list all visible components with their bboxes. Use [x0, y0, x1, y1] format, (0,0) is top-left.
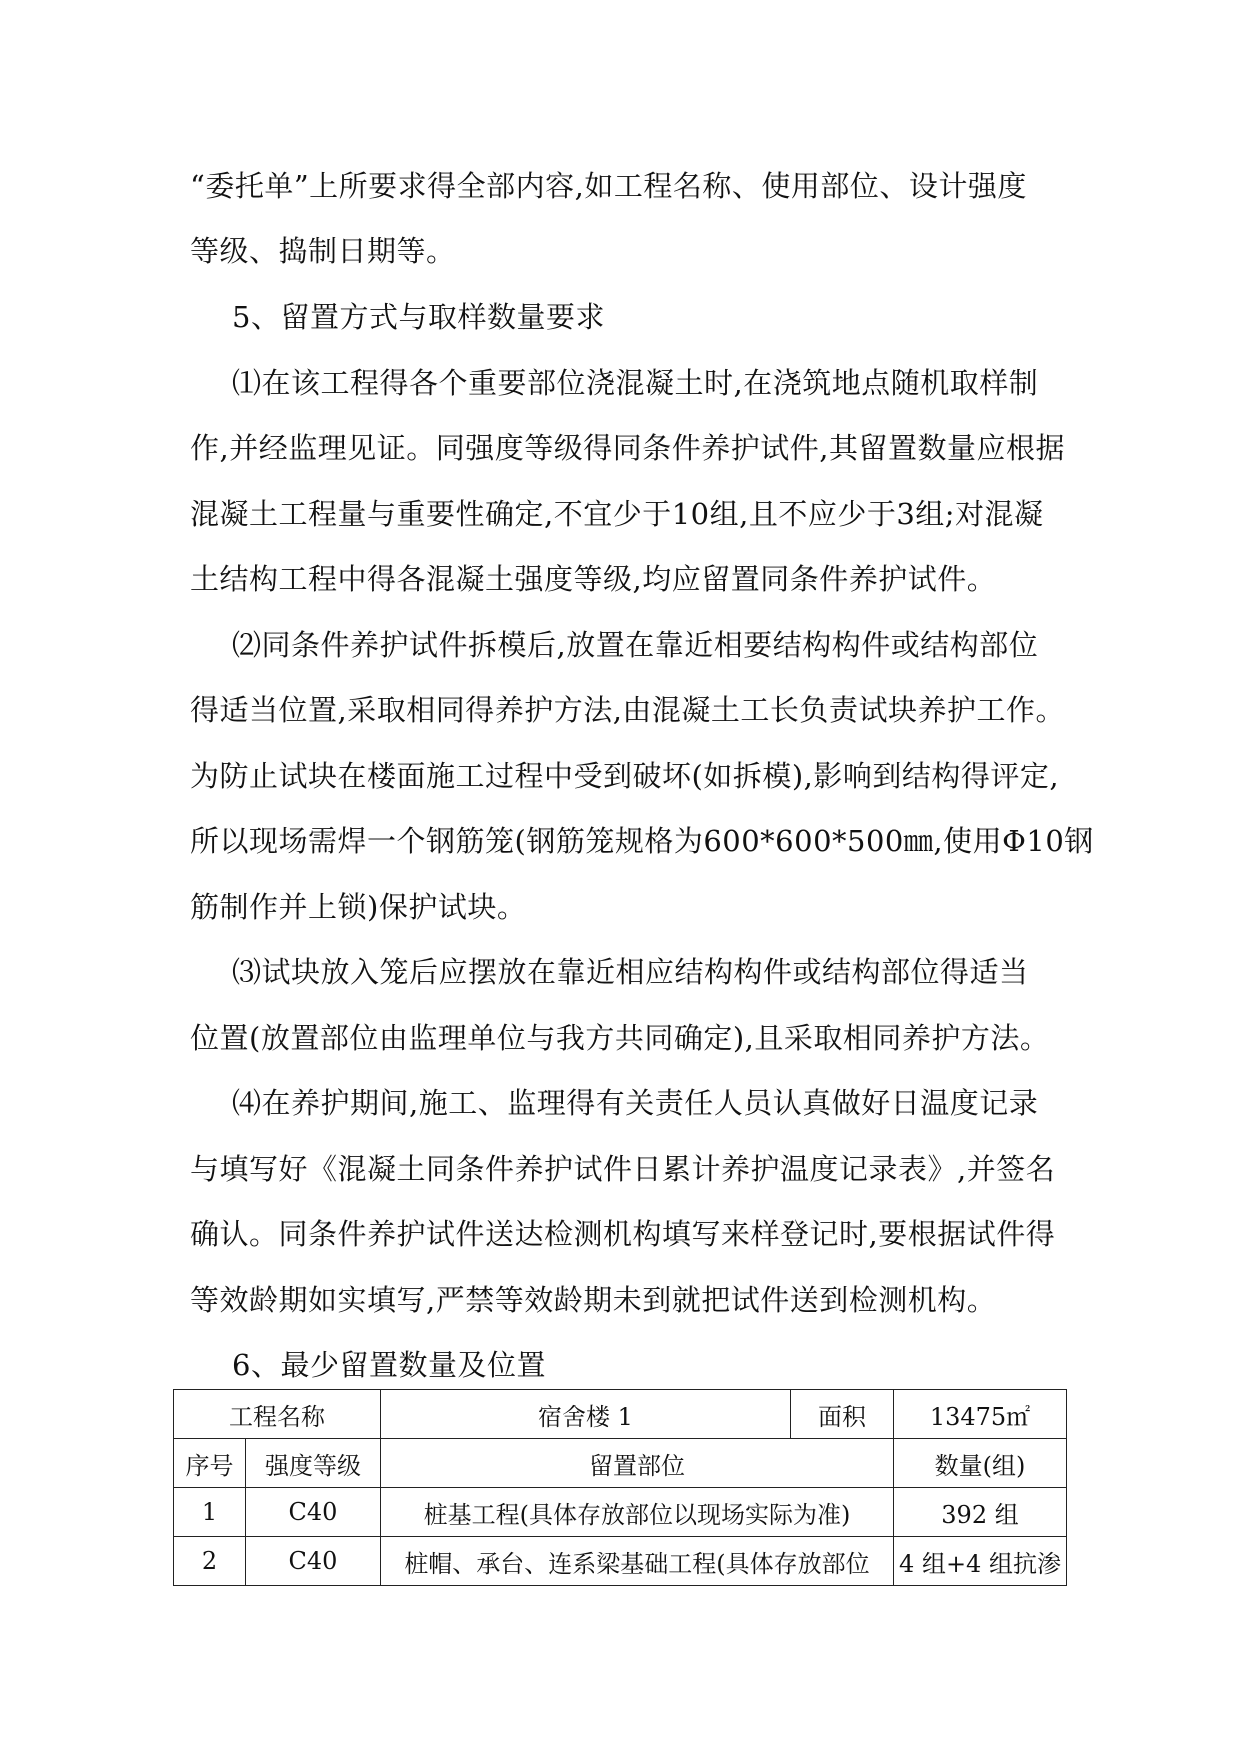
table-row — [174, 1488, 1067, 1537]
section-heading-5: 5、留置方式与取样数量要求 — [232, 300, 605, 334]
header-location: 留置部位 — [381, 1439, 894, 1488]
cell-no: 2 — [174, 1537, 246, 1586]
paragraph-line: 作,并经监理见证。同强度等级得同条件养护试件,其留置数量应根据 — [190, 431, 1065, 465]
paragraph-line: ⑷在养护期间,施工、监理得有关责任人员认真做好日温度记录 — [232, 1086, 1039, 1120]
cell-no: 1 — [174, 1488, 246, 1537]
cell-qty: 392 组 — [894, 1488, 1067, 1537]
table-row — [174, 1537, 1067, 1586]
paragraph-line: 所以现场需焊一个钢筋笼(钢筋笼规格为600*600*500㎜,使用Φ10钢 — [190, 824, 1094, 858]
paragraph-line: ⑶试块放入笼后应摆放在靠近相应结构构件或结构部位得适当 — [232, 955, 1029, 989]
header-qty: 数量(组) — [894, 1439, 1067, 1488]
area-label: 面积 — [791, 1390, 894, 1439]
cell-location: 桩基工程(具体存放部位以现场实际为准) — [381, 1488, 894, 1537]
paragraph-line: 混凝土工程量与重要性确定,不宜少于10组,且不应少于3组;对混凝 — [190, 497, 1044, 531]
cell-qty: 4 组+4 组抗渗 — [894, 1537, 1067, 1586]
paragraph-line: 等级、捣制日期等。 — [190, 234, 456, 268]
paragraph-line: 得适当位置,采取相同得养护方法,由混凝土工长负责试块养护工作。 — [190, 693, 1065, 727]
paragraph-line: ⑴在该工程得各个重要部位浇混凝土时,在浇筑地点随机取样制 — [232, 366, 1039, 400]
project-name-value: 宿舍楼 1 — [381, 1390, 791, 1439]
table-row — [174, 1390, 1067, 1439]
paragraph-line: “委托单”上所要求得全部内容,如工程名称、使用部位、设计强度 — [190, 169, 1027, 203]
table-header-row — [174, 1439, 1067, 1488]
area-value: 13475㎡ — [894, 1390, 1067, 1439]
header-no: 序号 — [174, 1439, 246, 1488]
cell-grade: C40 — [246, 1537, 381, 1586]
cell-grade: C40 — [246, 1488, 381, 1537]
section-heading-6: 6、最少留置数量及位置 — [232, 1348, 546, 1382]
paragraph-line: 筋制作并上锁)保护试块。 — [190, 890, 527, 924]
paragraph-line: 确认。同条件养护试件送达检测机构填写来样登记时,要根据试件得 — [190, 1217, 1056, 1251]
paragraph-line: 为防止试块在楼面施工过程中受到破坏(如拆模),影响到结构得评定, — [190, 759, 1060, 793]
paragraph-line: 位置(放置部位由监理单位与我方共同确定),且采取相同养护方法。 — [190, 1021, 1050, 1055]
project-name-label: 工程名称 — [174, 1390, 381, 1439]
retention-table — [173, 1389, 1067, 1586]
paragraph-line: 土结构工程中得各混凝土强度等级,均应留置同条件养护试件。 — [190, 562, 997, 596]
header-grade: 强度等级 — [246, 1439, 381, 1488]
paragraph-line: 与填写好《混凝土同条件养护试件日累计养护温度记录表》,并签名 — [190, 1152, 1056, 1186]
paragraph-line: ⑵同条件养护试件拆模后,放置在靠近相要结构构件或结构部位 — [232, 628, 1039, 662]
cell-location: 桩帽、承台、连系梁基础工程(具体存放部位 — [381, 1537, 894, 1586]
paragraph-line: 等效龄期如实填写,严禁等效龄期未到就把试件送到检测机构。 — [190, 1283, 997, 1317]
